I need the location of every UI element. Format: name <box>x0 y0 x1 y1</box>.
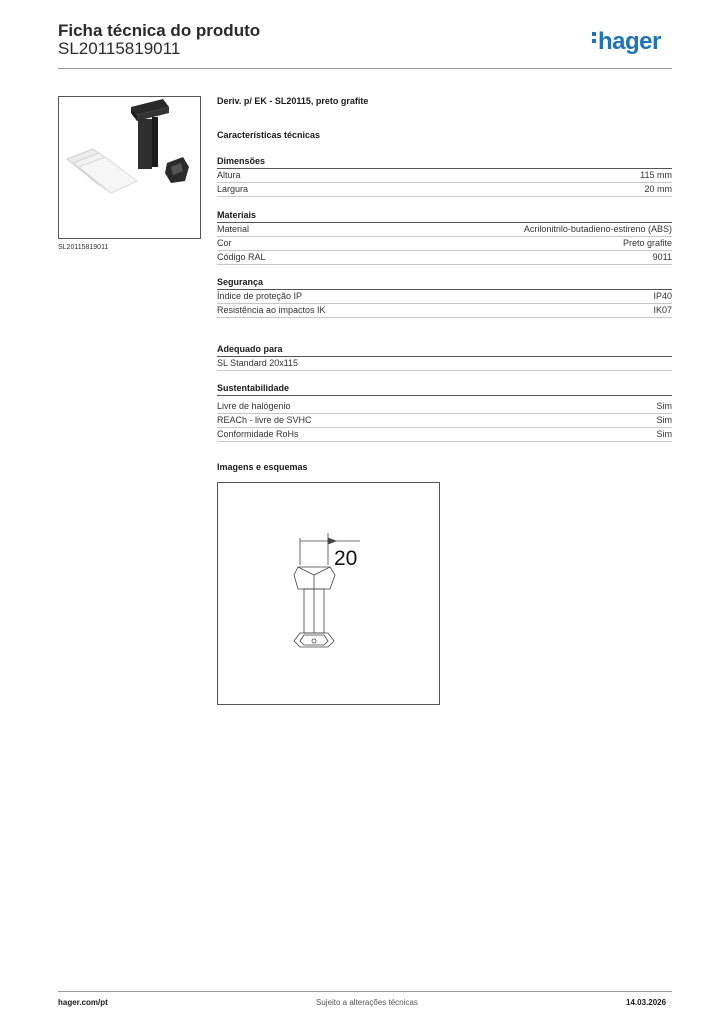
header-divider <box>58 68 672 69</box>
spec-row-rohs <box>217 428 672 442</box>
spec-label: Livre de halógenio <box>217 401 291 411</box>
spec-label: SL Standard 20x115 <box>217 358 299 368</box>
hager-logo <box>592 28 661 56</box>
spec-row-suitable <box>217 357 672 371</box>
safety-title: Segurança <box>217 277 264 287</box>
spec-label: Conformidade RoHs <box>217 429 299 439</box>
spec-label: Código RAL <box>217 252 266 262</box>
spec-value: 20 mm <box>644 184 672 194</box>
spec-label: Índice de proteção IP <box>217 291 303 301</box>
spec-row-height <box>217 169 672 183</box>
spec-value: Sim <box>656 415 672 425</box>
spec-row-halogen <box>217 400 672 414</box>
schematic-drawing <box>217 482 440 705</box>
spec-row-width <box>217 183 672 197</box>
spec-row-ral <box>217 251 672 265</box>
dimension-label: 20 <box>334 547 358 570</box>
spec-row-ik <box>217 304 672 318</box>
spec-value: IK07 <box>653 305 672 315</box>
tech-title: Características técnicas <box>217 130 321 140</box>
footer-divider <box>58 991 672 992</box>
sustainability-rule <box>217 395 672 396</box>
spec-row-reach <box>217 414 672 428</box>
materials-title: Materiais <box>217 210 257 220</box>
product-code: SL20115819011 <box>58 39 181 58</box>
spec-label: Cor <box>217 238 232 248</box>
spec-label: Altura <box>217 170 241 180</box>
product-illustration <box>59 97 200 238</box>
page-title: Ficha técnica do produto <box>58 21 261 40</box>
images-title: Imagens e esquemas <box>217 462 308 472</box>
spec-label: REACh - livre de SVHC <box>217 415 312 425</box>
footer-website[interactable]: hager.com/pt <box>58 998 108 1007</box>
logo-dots-icon <box>592 32 596 46</box>
logo-text: hager <box>598 28 661 55</box>
footer-note: Sujeito a alterações técnicas <box>316 998 418 1007</box>
spec-value: 9011 <box>652 252 672 262</box>
spec-value: Acrilonitrilo-butadieno-estireno (ABS) <box>523 224 672 234</box>
dimension-drawing <box>218 483 439 704</box>
spec-value: Sim <box>656 429 672 439</box>
spec-label: Material <box>217 224 250 234</box>
spec-row-color <box>217 237 672 251</box>
spec-row-material <box>217 223 672 237</box>
dimensions-title: Dimensões <box>217 156 266 166</box>
product-description: Deriv. p/ EK - SL20115, preto grafite <box>217 96 369 106</box>
spec-value: Preto grafite <box>622 238 672 248</box>
spec-value: IP40 <box>653 291 672 301</box>
spec-label: Resistência ao impactos IK <box>217 305 326 315</box>
spec-value: Sim <box>656 401 672 411</box>
suitable-title: Adequado para <box>217 344 283 354</box>
photo-caption: SL20115819011 <box>58 244 109 251</box>
spec-row-ip <box>217 290 672 304</box>
product-photo <box>58 96 201 239</box>
sustainability-title: Sustentabilidade <box>217 383 290 393</box>
footer-date: 14.03.2026 <box>626 998 667 1007</box>
spec-value: 115 mm <box>640 170 672 180</box>
spec-label: Largura <box>217 184 249 194</box>
